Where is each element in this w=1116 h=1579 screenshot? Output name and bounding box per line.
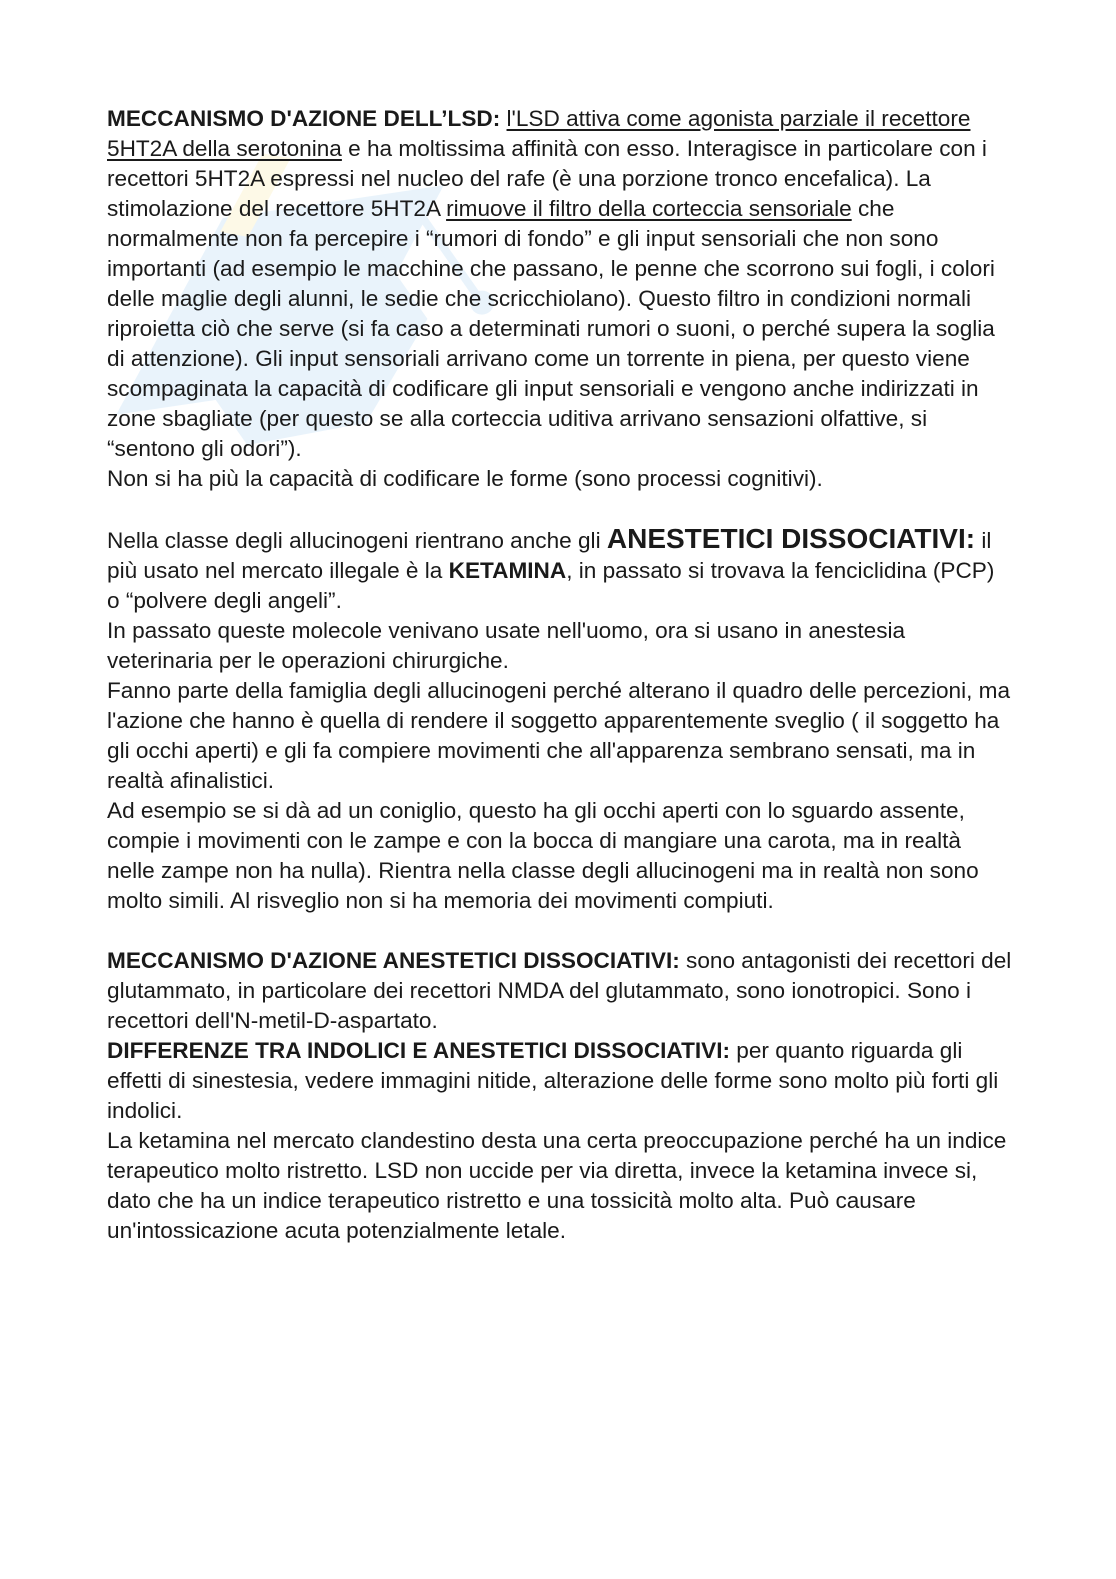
spacer xyxy=(107,494,1012,524)
underlined-text: rimuove il filtro della corteccia sensoriale xyxy=(446,196,852,221)
body-text: sono antagonisti dei recettori del glutammato, in particolare dei recettori NMDA del glutammato, sono ionotropici. Sono i recettori dell'N-metil-D-aspartato. xyxy=(107,948,1012,1033)
body-text: Fanno parte della famiglia degli allucinogeni perché alterano il quadro delle percezioni, ma l'azione che hanno è quella di rendere il soggetto apparentemente sveglio ( il soggetto ha gli occhi aperti) e gli fa compiere movimenti che all'apparenza sembrano sensati, ma in realtà afinalistici. xyxy=(107,678,1011,793)
section-heading-meccanismo-dissociativi: MECCANISMO D'AZIONE ANESTETICI DISSOCIATIVI: xyxy=(107,948,680,973)
paragraph-differenze xyxy=(107,1036,1012,1126)
page-content xyxy=(107,104,1012,1246)
section-heading-differenze: DIFFERENZE TRA INDOLICI E ANESTETICI DISSOCIATIVI: xyxy=(107,1038,731,1063)
section-heading-anestetici-dissociativi: ANESTETICI DISSOCIATIVI: xyxy=(606,523,976,554)
body-text: che normalmente non fa percepire i “rumori di fondo” e gli input sensoriali che non sono importanti (ad esempio le macchine che passano, le penne che scorrono sui fogli, i colori delle maglie degli alunni, le sedie che scricchiolano). Questo filtro in condizioni normali riproietta ciò che serve (si fa caso a determinati rumori o suoni, o perché supera la soglia di attenzione). Gli input sensoriali arrivano come un torrente in piena, per questo viene scompaginata la capacità di codificare gli input sensoriali e vengono anche indirizzati in zone sbagliate (per questo se alla corteccia uditiva arrivano sensazioni olfattive, si “sentono gli odori”). xyxy=(107,196,995,461)
body-text: , in passato si trovava la fenciclidina (PCP) o “polvere degli angeli”. xyxy=(107,558,995,613)
body-text: La ketamina nel mercato clandestino desta una certa preoccupazione perché ha un indice terapeutico molto ristretto. LSD non uccide per via diretta, invece la ketamina invece si, dato che ha un indice terapeutico ristretto e una tossicità molto alta. Può causare un'intossicazione acuta potenzialmente letale. xyxy=(107,1128,1007,1243)
body-text: per quanto riguarda gli effetti di sinestesia, vedere immagini nitide, alterazione delle forme sono molto più forti gli indolici. xyxy=(107,1038,999,1123)
body-text: In passato queste molecole venivano usate nell'uomo, ora si usano in anestesia veterinaria per le operazioni chirurgiche. xyxy=(107,618,906,673)
body-text: il più usato nel mercato illegale è la xyxy=(107,528,992,583)
ketamina-term: KETAMINA xyxy=(448,558,567,583)
body-text: e ha moltissima affinità con esso. Interagisce in particolare con i recettori 5HT2A espressi nel nucleo del rafe (è una porzione tronco encefalica). La stimolazione del recettore 5HT2A xyxy=(107,136,987,221)
paragraph-dissociativi-intro xyxy=(107,524,1012,616)
paragraph-lsd-mechanism xyxy=(107,104,1012,464)
spacer xyxy=(107,916,1012,946)
body-text: Nella classe degli allucinogeni rientrano anche gli xyxy=(107,528,607,553)
paragraph-meccanismo-dissociativi xyxy=(107,946,1012,1036)
body-text: Non si ha più la capacità di codificare le forme (sono processi cognitivi). xyxy=(107,466,823,491)
underlined-text: l'LSD attiva come agonista parziale il recettore 5HT2A della serotonina xyxy=(107,106,971,161)
body-text: Ad esempio se si dà ad un coniglio, questo ha gli occhi aperti con lo sguardo assente, compie i movimenti con le zampe e con la bocca di mangiare una carota, ma in realtà nelle zampe non ha nulla). Rientra nella classe degli allucinogeni ma in realtà non sono molto simili. Al risveglio non si ha memoria dei movimenti compiuti. xyxy=(107,798,979,913)
section-heading-lsd: MECCANISMO D'AZIONE DELL’LSD: xyxy=(107,106,501,131)
